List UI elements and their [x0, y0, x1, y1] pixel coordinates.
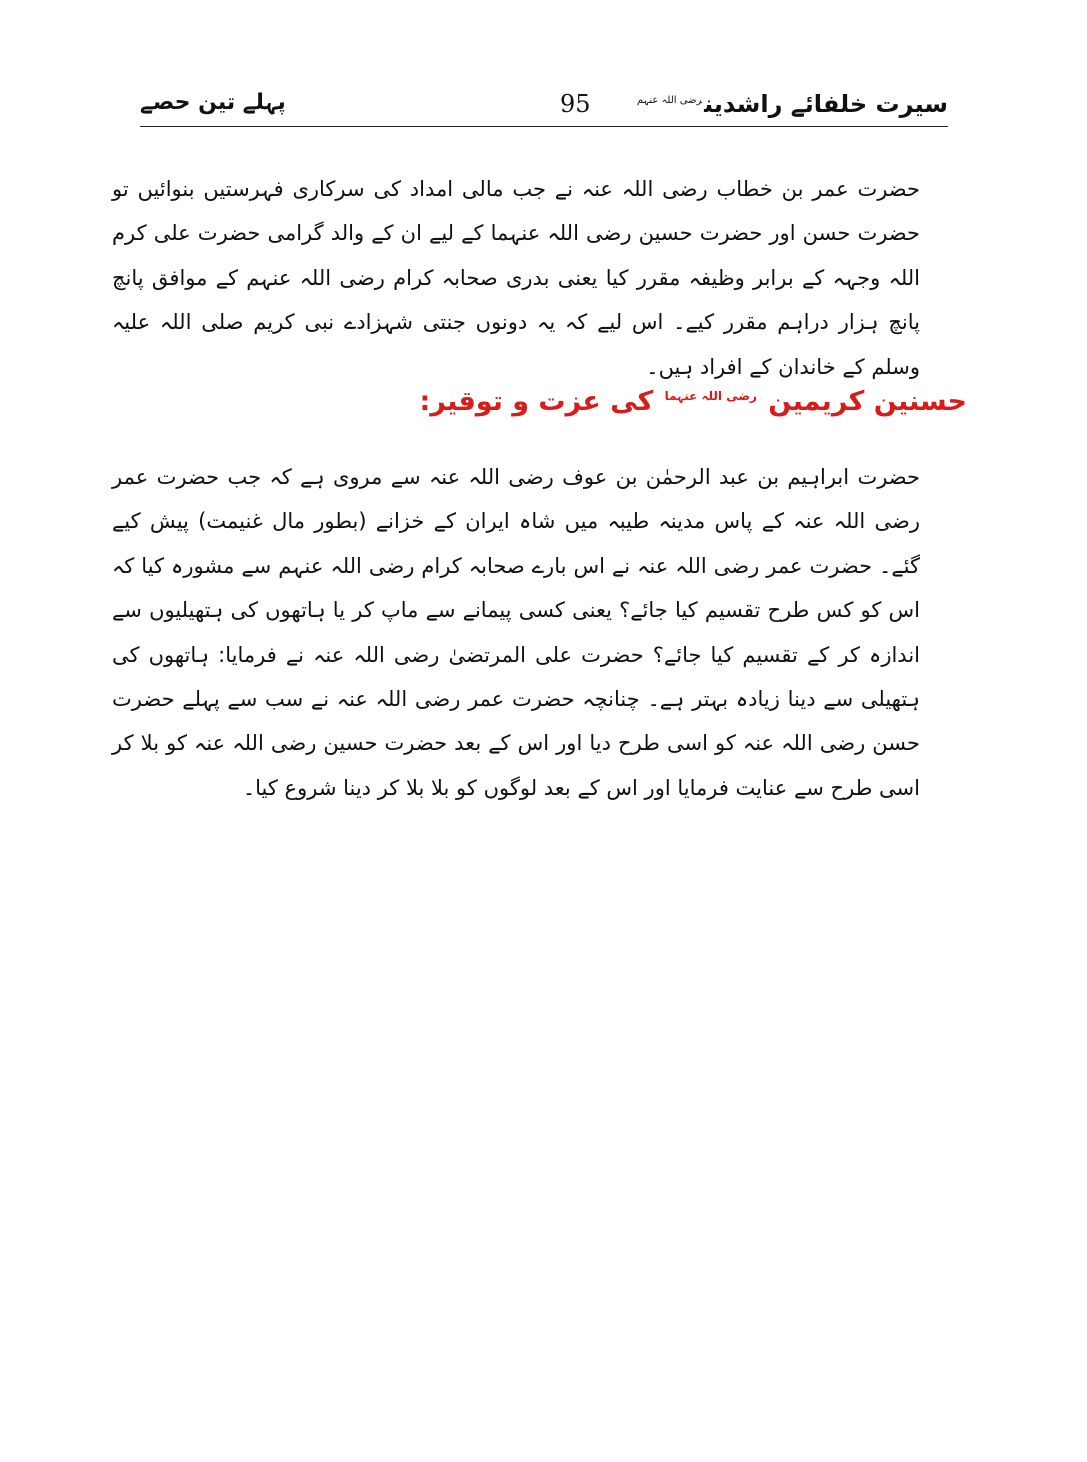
section-heading: [419, 386, 967, 417]
book-title-text: سیرت خلفائے راشدین: [704, 90, 948, 118]
heading-text-end: کی عزت و توقیر:: [419, 386, 654, 417]
part-label: پہلے تین حصے: [140, 90, 286, 115]
paragraph-treasures: حضرت ابراہیم بن عبد الرحمٰن بن عوف رضی اللہ عنہ سے مروی ہے کہ جب حضرت عمر رضی اللہ عنہ کے پاس مدینہ طیبہ میں شاہ ایران کے خزانے (بطور مال غنیمت) پیش کیے گئے۔ حضرت عمر رضی اللہ عنہ نے اس بارے صحابہ کرام رضی اللہ عنہم سے مشورہ کیا کہ اس کو کس طرح تقسیم کیا جائے؟ یعنی کسی پیمانے سے ماپ کر یا ہاتھوں کی ہتھیلیوں سے اندازہ کر کے تقسیم کیا جائے؟ حضرت علی المرتضیٰ رضی اللہ عنہ نے فرمایا: ہاتھوں کی ہتھیلی سے دینا زیادہ بہتر ہے۔ چنانچہ حضرت عمر رضی اللہ عنہ نے سب سے پہلے حضرت حسن رضی اللہ عنہ کو اسی طرح دیا اور اس کے بعد حضرت حسین رضی اللہ عنہ کو بلا کر اسی طرح سے عنایت فرمایا اور اس کے بعد لوگوں کو بلا بلا کر دینا شروع کیا۔: [112, 465, 920, 800]
page-number: 95: [560, 90, 591, 118]
book-title: [637, 90, 948, 118]
running-header: [140, 86, 948, 127]
heading-honorific: رضی اللہ عنہما: [664, 389, 757, 403]
title-honorific: رضی اللہ عنہم: [636, 95, 703, 106]
paragraph-stipends: حضرت عمر بن خطاب رضی اللہ عنہ نے جب مالی امداد کی سرکاری فہرستیں بنوائیں تو حضرت حسن اور حضرت حسین رضی اللہ عنہما کے لیے ان کے والد گرامی حضرت علی کرم اللہ وجہہ کے برابر وظیفہ مقرر کیا یعنی بدری صحابہ کرام رضی اللہ عنہم کے موافق پانچ پانچ ہزار دراہم مقرر کیے۔ اس لیے کہ یہ دونوں جنتی شہزادے نبی کریم صلی اللہ علیہ وسلم کے خاندان کے افراد ہیں۔: [112, 177, 920, 379]
heading-text-start: حسنین کریمین: [768, 386, 967, 417]
